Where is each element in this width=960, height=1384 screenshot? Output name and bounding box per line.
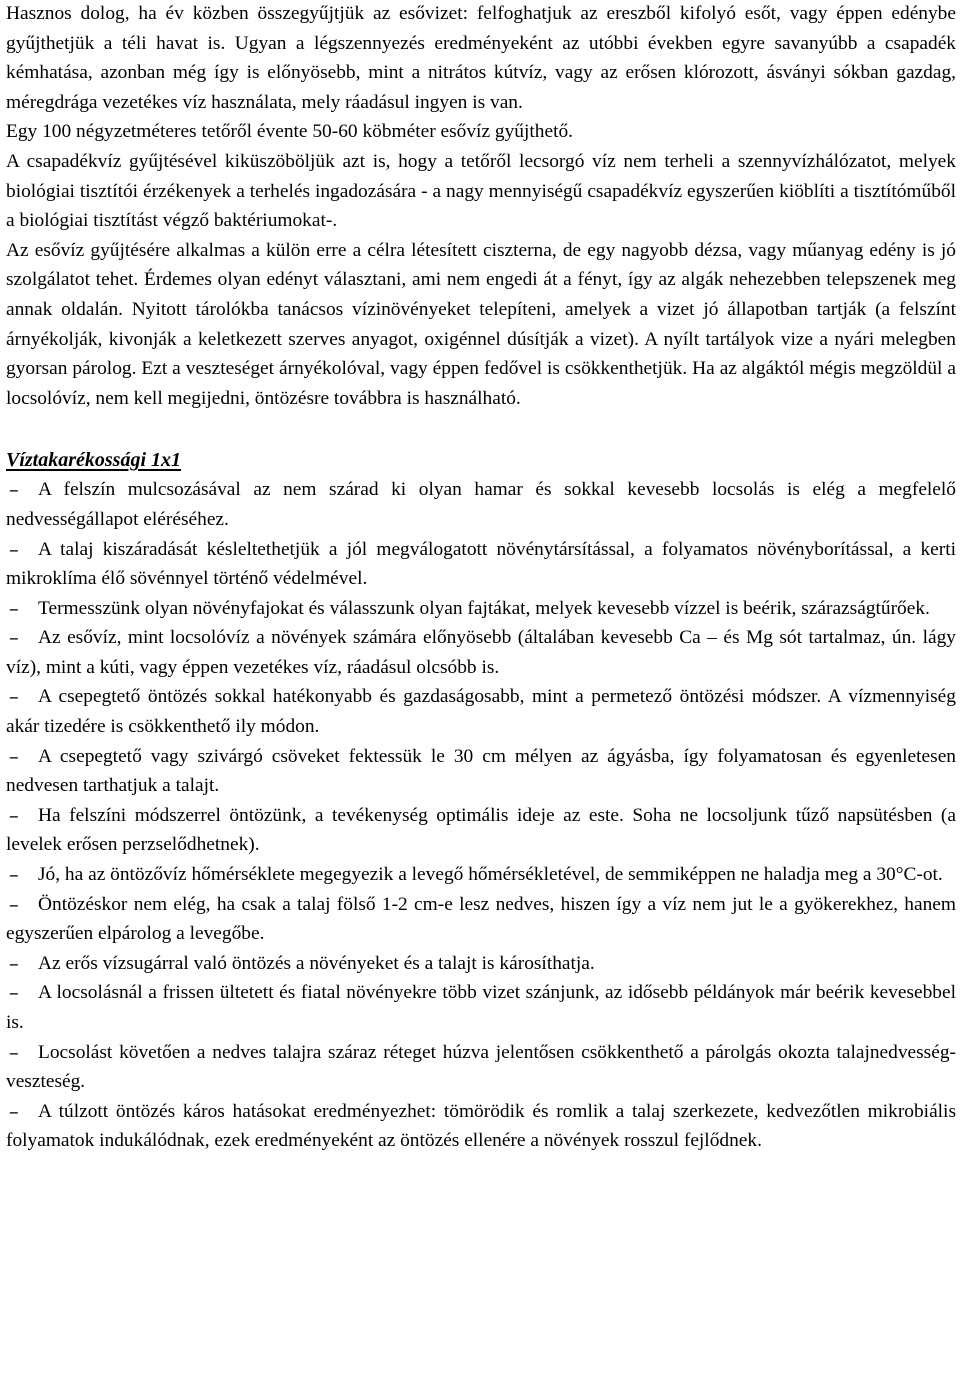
dash-bullet-icon: – <box>9 951 19 975</box>
paragraph-sewer-relief: A csapadékvíz gyűjtésével kiküszöböljük azt is, hogy a tetőről lecsorgó víz nem terheli a szennyvízhálózatot, melyek biológiai tisztítói érzékenyek a terhelés ingadozására - a nagy mennyiségű csapadékvíz egyszerűen kiöblíti a tisztítóműből a biológiai tisztítást végző baktériumokat-. <box>6 150 956 232</box>
list-item-text: A túlzott öntözés káros hatásokat eredményezhet: tömörödik és romlik a talaj szerkezete, kedvezőtlen mikrobiális folyamatok indukálódnak, ezek eredményeként az öntözés ellenére a növények rosszul fejlődnek. <box>6 1100 956 1152</box>
list-item-text: Ha felszíni módszerrel öntözünk, a tevékenység optimális ideje az este. Soha ne locsoljunk tűző napsütésben (a levelek erősen perzselődhetnek). <box>6 804 956 856</box>
list-item <box>6 742 956 801</box>
section-heading: Víztakarékossági 1x1 <box>6 449 182 472</box>
dash-bullet-icon: – <box>9 981 19 1005</box>
dash-bullet-icon: – <box>9 803 19 827</box>
list-item <box>6 1038 956 1097</box>
dash-bullet-icon: – <box>9 626 19 650</box>
list-item <box>6 682 956 741</box>
list-item <box>6 623 956 682</box>
section-spacer <box>6 413 956 445</box>
list-item <box>6 860 956 890</box>
list-item-text: A csepegtető vagy szivárgó csöveket fektessük le 30 cm mélyen az ágyásba, így folyamatosan és egyenletesen nedvesen tarthatjuk a talajt. <box>6 745 956 797</box>
paragraph-roof-yield: Egy 100 négyzetméteres tetőről évente 50-60 köbméter esővíz gyűjthető. <box>6 121 573 143</box>
list-item <box>6 594 956 624</box>
list-item-text: Öntözéskor nem elég, ha csak a talaj fölső 1-2 cm-e lesz nedves, hiszen így a víz nem jut le a gyökerekhez, hanem egyszerűen elpárolog a levegőbe. <box>6 893 956 945</box>
list-item-text: A felszín mulcsozásával az nem szárad ki olyan hamar és sokkal kevesebb locsolás is elég a megfelelő nedvességállapot eléréséhez. <box>6 479 956 530</box>
dash-bullet-icon: – <box>9 537 19 561</box>
list-item-text: Az esővíz, mint locsolóvíz a növények számára előnyösebb (általában kevesebb Ca – és Mg sót tartalmaz, ún. lágy víz), mint a kúti, vagy éppen vezetékes víz, ráadásul olcsóbb is. <box>6 627 956 678</box>
list-item <box>6 978 956 1037</box>
dash-bullet-icon: – <box>9 1040 19 1064</box>
dash-bullet-icon: – <box>9 1099 19 1123</box>
list-item <box>6 890 956 949</box>
list-item-text: Locsolást követően a nedves talajra száraz réteget húzva jelentősen csökkenthető a párolgás okozta talajnedvesség-veszteség. <box>6 1041 956 1093</box>
water-saving-tips-list <box>6 475 956 1156</box>
dash-bullet-icon: – <box>9 892 19 916</box>
dash-bullet-icon: – <box>9 478 19 502</box>
list-item-text: A talaj kiszáradását késleltethetjük a jól megválogatott növénytársítással, a folyamatos növényborítással, a kerti mikroklíma élő sövénnyel történő védelmével. <box>6 538 956 590</box>
list-item-text: Termesszünk olyan növényfajokat és válasszunk olyan fajtákat, melyek kevesebb vízzel is beérik, szárazságtűrőek. <box>38 597 930 619</box>
paragraph-storage-containers: Az esővíz gyűjtésére alkalmas a külön erre a célra létesített ciszterna, de egy nagyobb dézsa, vagy műanyag edény is jó szolgálatot tehet. Érdemes olyan edényt választani, ami nem engedi át a fényt, így az algák nehezebben telepszenek meg annak oldalán. Nyitott tárolókba tanácsos vízinövényeket telepíteni, amelyek a vizet jó állapotban tartják (a felszínt árnyékolják, kivonják a keletkezett szerves anyagot, oxigénnel dúsítják a vizet). A nyílt tartályok vize a nyári melegben gyorsan párolog. Ezt a veszteséget árnyékolóval, vagy éppen fedővel is csökkenthetjük. Ha az algáktól mégis megzöldül a locsolóvíz, nem kell megijedni, öntözésre továbbra is használható. <box>6 239 956 409</box>
list-item-text: A csepegtető öntözés sokkal hatékonyabb és gazdaságosabb, mint a permetező öntözési módszer. A vízmennyiség akár tizedére is csökkenthető ily módon. <box>6 686 956 738</box>
dash-bullet-icon: – <box>9 596 19 620</box>
list-item <box>6 535 956 594</box>
list-item-text: Az erős vízsugárral való öntözés a növényeket és a talajt is károsíthatja. <box>38 952 595 974</box>
dash-bullet-icon: – <box>9 863 19 887</box>
list-item-text: A locsolásnál a frissen ültetett és fiatal növényekre több vizet szánjunk, az idősebb példányok már beérik kevesebbel is. <box>6 982 956 1033</box>
list-item <box>6 1097 956 1156</box>
dash-bullet-icon: – <box>9 744 19 768</box>
list-item <box>6 949 956 979</box>
dash-bullet-icon: – <box>9 685 19 709</box>
paragraph-rainwater-benefits: Hasznos dolog, ha év közben összegyűjtjük az esővizet: felfoghatjuk az ereszből kifolyó esőt, vagy éppen edénybe gyűjthetjük a téli havat is. Ugyan a légszennyezés eredményeként az utóbbi években egyre savanyúbb a csapadék kémhatása, azonban még így is előnyösebb, mint a nitrátos kútvíz, vagy az erősen klórozott, ásványi sókban gazdag, méregdrága vezetékes víz használata, mely ráadásul ingyen is van. <box>6 3 956 113</box>
document-page <box>6 0 956 1156</box>
list-item-text: Jó, ha az öntözővíz hőmérséklete megegyezik a levegő hőmérsékletével, de semmiképpen ne haladja meg a 30°C-ot. <box>38 864 943 886</box>
list-item <box>6 801 956 860</box>
list-item <box>6 475 956 534</box>
